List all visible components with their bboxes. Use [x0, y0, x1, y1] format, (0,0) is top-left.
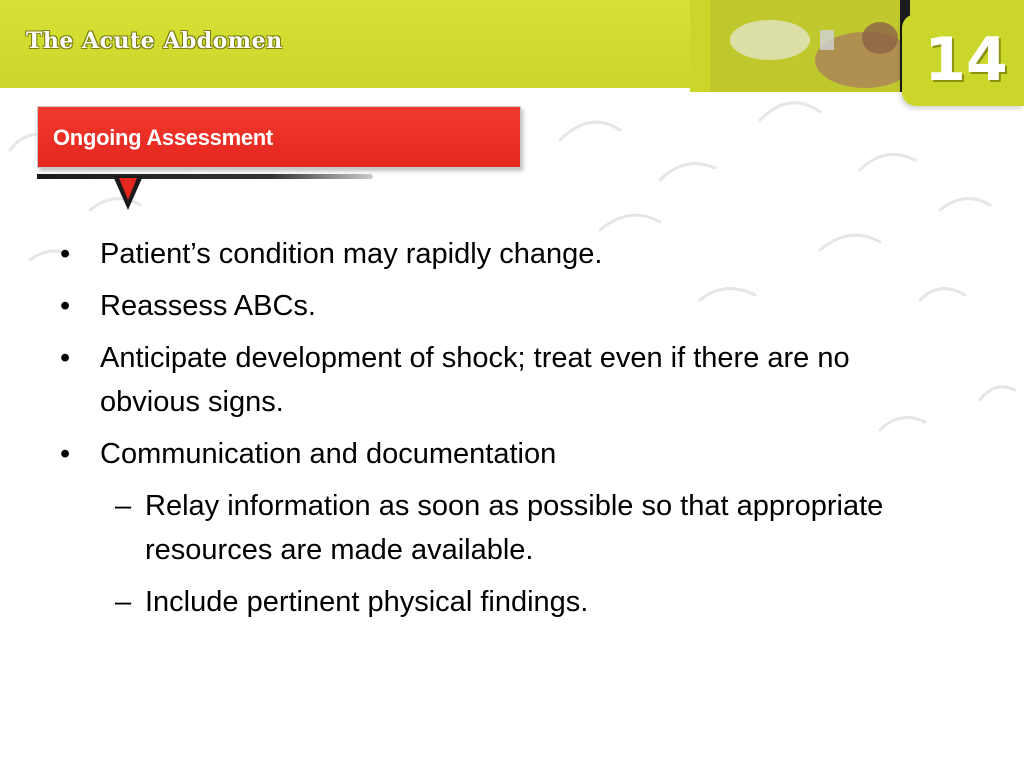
sub-bullet-item — [60, 580, 940, 624]
sub-bullet-item — [60, 484, 940, 572]
bullet-text: Anticipate development of shock; treat even if there are no obvious signs. — [100, 342, 850, 418]
bullet-text: Patient’s condition may rapidly change. — [100, 238, 603, 270]
bullet-text: Reassess ABCs. — [100, 290, 316, 322]
bullet-marker: • — [60, 238, 71, 270]
bullet-item — [60, 284, 940, 328]
chapter-number: 14 — [924, 25, 1008, 95]
bullet-item — [60, 432, 940, 476]
course-title: The Acute Abdomen — [26, 28, 283, 54]
bullet-marker: • — [60, 438, 71, 470]
bullet-marker: • — [60, 342, 71, 374]
bullet-item — [60, 232, 940, 276]
sub-bullet-text: Include pertinent physical findings. — [145, 586, 589, 618]
bullet-text: Communication and documentation — [100, 438, 557, 470]
bullet-marker: • — [60, 290, 71, 322]
sub-bullet-text: Relay information as soon as possible so that appropriate resources are made available. — [145, 490, 884, 566]
banner-pointer-icon — [113, 176, 143, 210]
section-title: Ongoing Assessment — [53, 125, 273, 150]
sub-bullet-marker: – — [115, 586, 132, 618]
bullet-item — [60, 336, 940, 424]
bullet-list — [60, 232, 940, 632]
sub-bullet-marker: – — [115, 490, 132, 522]
banner-underline — [37, 174, 373, 179]
